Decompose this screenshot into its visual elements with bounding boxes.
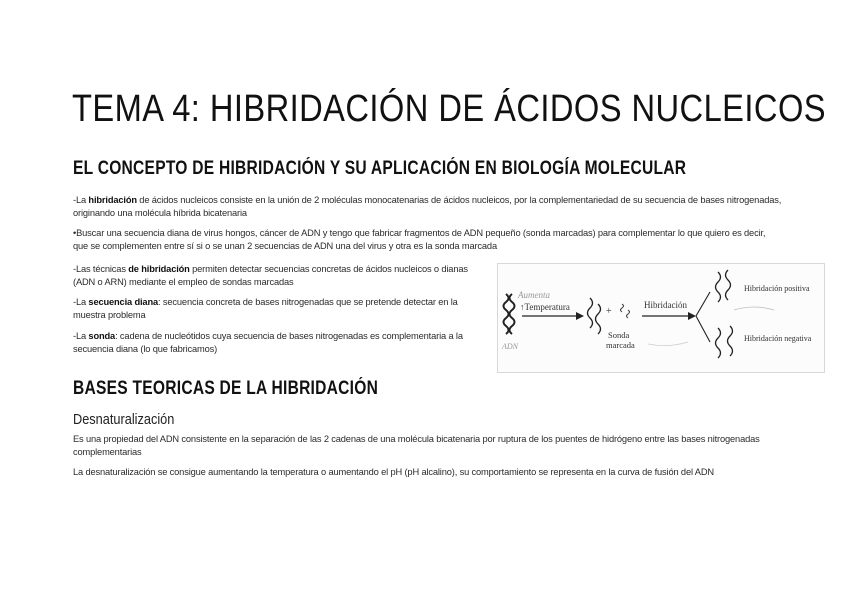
negative-branch-arrow xyxy=(696,316,710,342)
paragraph-desnaturalizacion-method: La desnaturalización se consigue aumentando la temperatura o aumentando el pH (pH alcalino), su comportamiento se representa en la curva de fusión del ADN xyxy=(73,467,714,477)
paragraph-desnaturalizacion-definition: Es una propiedad del ADN consistente en la separación de las 2 cadenas de una molécula bicatenaria por ruptura de los puentes de hidrógeno entre las bases nitrogenadas complementarias xyxy=(73,434,760,458)
temperature-label: ↑Temperatura xyxy=(520,302,570,312)
separated-strand-2 xyxy=(596,304,601,334)
dna-double-helix xyxy=(504,294,509,334)
negative-hybridization-label: Hibridación negativa xyxy=(744,334,812,343)
positive-hybrid-strand xyxy=(716,272,721,302)
paragraph-hibridacion-definition: -La hibridación de ácidos nucleicos consiste en la unión de 2 moléculas monocatenarias de ácidos nucleicos, por la complementariedad de su secuencia de bases nitrogenadas, originando una molécula híbrida bicatenaria xyxy=(73,195,782,219)
bold-term-hibridacion: hibridación xyxy=(88,195,137,205)
adn-label: ADN xyxy=(502,342,518,351)
subheading-desnaturalizacion: Desnaturalización xyxy=(73,411,175,428)
separated-strand-1 xyxy=(588,298,593,328)
hybridization-label: Hibridación xyxy=(644,300,687,310)
plus-sign: + xyxy=(606,306,612,317)
section-heading-bases-teoricas: BASES TEORICAS DE LA HIBRIDACIÓN xyxy=(73,378,379,399)
bold-term-secuencia-diana: secuencia diana xyxy=(88,297,159,307)
positive-hybridization-label: Hibridación positiva xyxy=(744,284,810,293)
handwritten-annotation: Aumenta xyxy=(518,290,550,300)
paragraph-tecnicas-hibridacion: -Las técnicas de hibridación permiten detectar secuencias concretas de ácidos nucleicos o dianas (ADN o ARN) mediante el empleo de sondas marcadas xyxy=(73,264,468,288)
bold-term-sonda: sonda xyxy=(88,331,116,341)
page-title: TEMA 4: HIBRIDACIÓN DE ÁCIDOS NUCLEICOS xyxy=(72,88,827,130)
hybridization-diagram-graphic xyxy=(498,264,824,372)
bold-term-tecnicas: de hibridación xyxy=(128,264,190,274)
paragraph-secuencia-diana-search: •Buscar una secuencia diana de virus hongos, cáncer de ADN y tengo que fabricar fragmentos de ADN pequeño (sonda marcadas) para complementar lo que quiero es decir, que se complementen entre sí si o se unan 2 secuencias de ADN una del virus y otra es la sonda marcada xyxy=(73,228,766,252)
probe-label: Sonda xyxy=(608,330,630,340)
section-heading-concepto: EL CONCEPTO DE HIBRIDACIÓN Y SU APLICACIÓN EN BIOLOGÍA MOLECULAR xyxy=(73,158,687,179)
probe-squiggle xyxy=(621,304,624,312)
paragraph-sonda: -La sonda: cadena de nucleótidos cuya secuencia de bases nitrogenadas es complementaria a la secuencia diana (lo que fabricamos) xyxy=(73,331,463,355)
hybridization-diagram xyxy=(497,263,825,373)
negative-result-strand xyxy=(716,328,721,358)
paragraph-secuencia-diana: -La secuencia diana: secuencia concreta de bases nitrogenadas que se pretende detectar en la muestra problema xyxy=(73,297,458,321)
positive-branch-arrow xyxy=(696,292,710,316)
probe-label-line2: marcada xyxy=(606,340,635,350)
